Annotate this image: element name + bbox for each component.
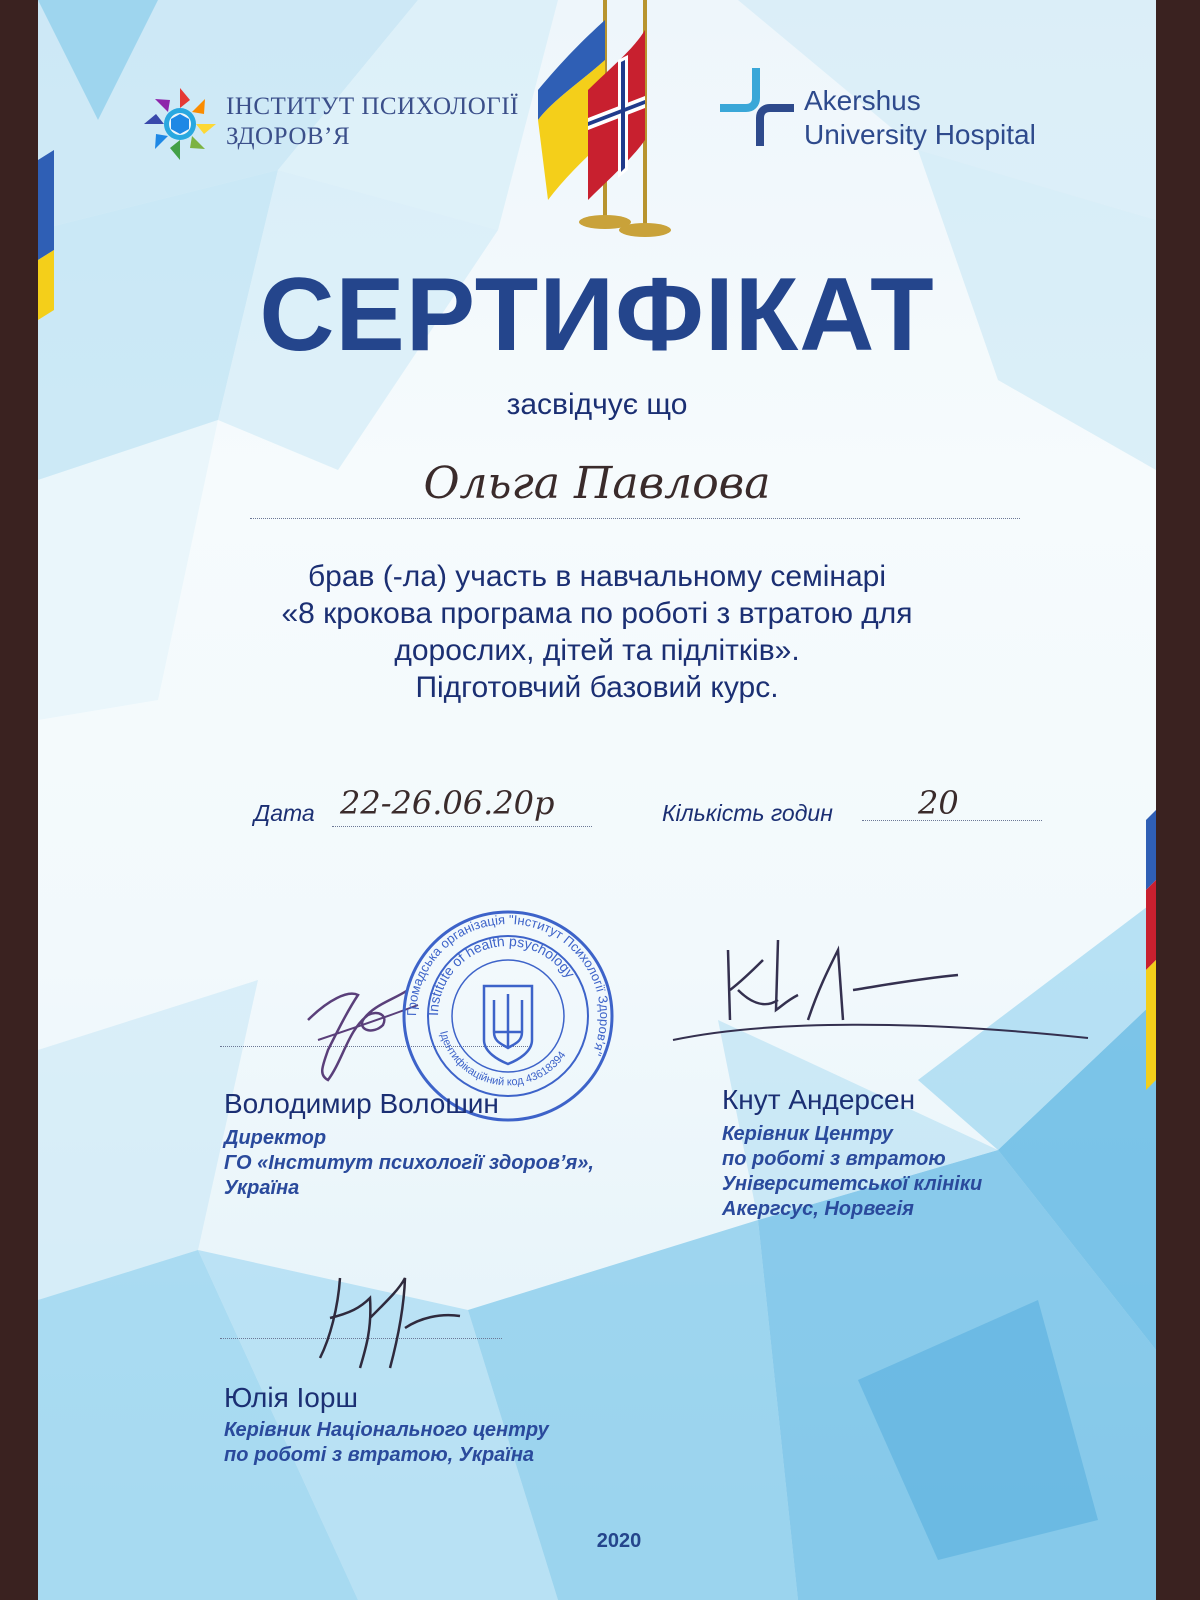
signature-iorsh	[300, 1258, 480, 1378]
signatory-3-role	[224, 1418, 549, 1468]
signatory-3-role-line2: по роботі з втратою, Україна	[224, 1444, 535, 1466]
signatory-1-role	[224, 1126, 594, 1201]
flower-logo-icon	[142, 86, 218, 162]
signatory-1-role-line3: Україна	[224, 1177, 300, 1199]
recipient-name: Ольга Павлова	[423, 458, 771, 509]
akershus-line1: Akershus	[804, 85, 921, 116]
seminar-text-line1: брав (-ла) участь в навчальному семінарі	[307, 560, 887, 593]
hours-value: 20	[918, 784, 959, 822]
signature-andersen	[668, 930, 1118, 1050]
signatory-2-role-line1: Керівник Центру	[722, 1123, 893, 1145]
date-value: 22-26.06.20р	[340, 784, 555, 822]
signatory-2-name: Кнут Андерсен	[722, 1084, 916, 1115]
seminar-text	[38, 558, 1156, 706]
akershus-line2: University Hospital	[804, 119, 1036, 150]
signatory-3-name: Юлія Іорш	[224, 1382, 358, 1413]
signatory-3-role-line1: Керівник Національного центру	[224, 1419, 549, 1441]
signatory-1-name: Володимир Волошин	[224, 1088, 499, 1119]
akershus-logo-icon	[720, 68, 794, 146]
certifies-text: засвідчує що	[506, 388, 688, 421]
trident-icon	[484, 986, 532, 1064]
stamp-inner-text: Institute of health psychology	[424, 932, 579, 1017]
certificate-title: СЕРТИФІКАТ	[259, 257, 935, 373]
institute-name-line2: ЗДОРОВ’Я	[226, 123, 351, 150]
stamp-code-text: Ідентифікаційний код 43618394	[437, 1029, 569, 1089]
date-underline	[332, 826, 592, 827]
certificate-year: 2020	[596, 1530, 642, 1552]
signatory-1-role-line2: ГО «Інститут психології здоров’я»,	[224, 1152, 594, 1174]
recipient-underline	[250, 518, 1020, 519]
date-label: Дата	[254, 800, 315, 826]
institute-logo-text	[226, 92, 519, 152]
certificate-paper	[38, 0, 1156, 1600]
signatory-2-role-line2: по роботі з втратою	[722, 1148, 946, 1170]
signatory-1-role-line1: Директор	[224, 1127, 327, 1149]
signatory-2-role	[722, 1122, 982, 1222]
institute-name-line1: ІНСТИТУТ ПСИХОЛОГІЇ	[226, 93, 519, 120]
akershus-logo-text	[804, 84, 1036, 152]
signatory-2-role-line4: Акергсус, Норвегія	[722, 1198, 914, 1220]
signatory-2-role-line3: Університетської клініки	[722, 1173, 983, 1195]
flags-icon	[523, 0, 723, 260]
stamp-outer-text: Громадська організація "Інститут Психології Здоров'я"	[403, 911, 613, 1058]
seminar-text-line4: Підготовчий базовий курс.	[415, 671, 779, 704]
hours-label: Кількість годин	[662, 800, 833, 826]
seminar-text-line3: дорослих, дітей та підлітків».	[394, 634, 800, 667]
seminar-text-line2: «8 крокова програма по роботі з втратою для	[281, 597, 913, 630]
